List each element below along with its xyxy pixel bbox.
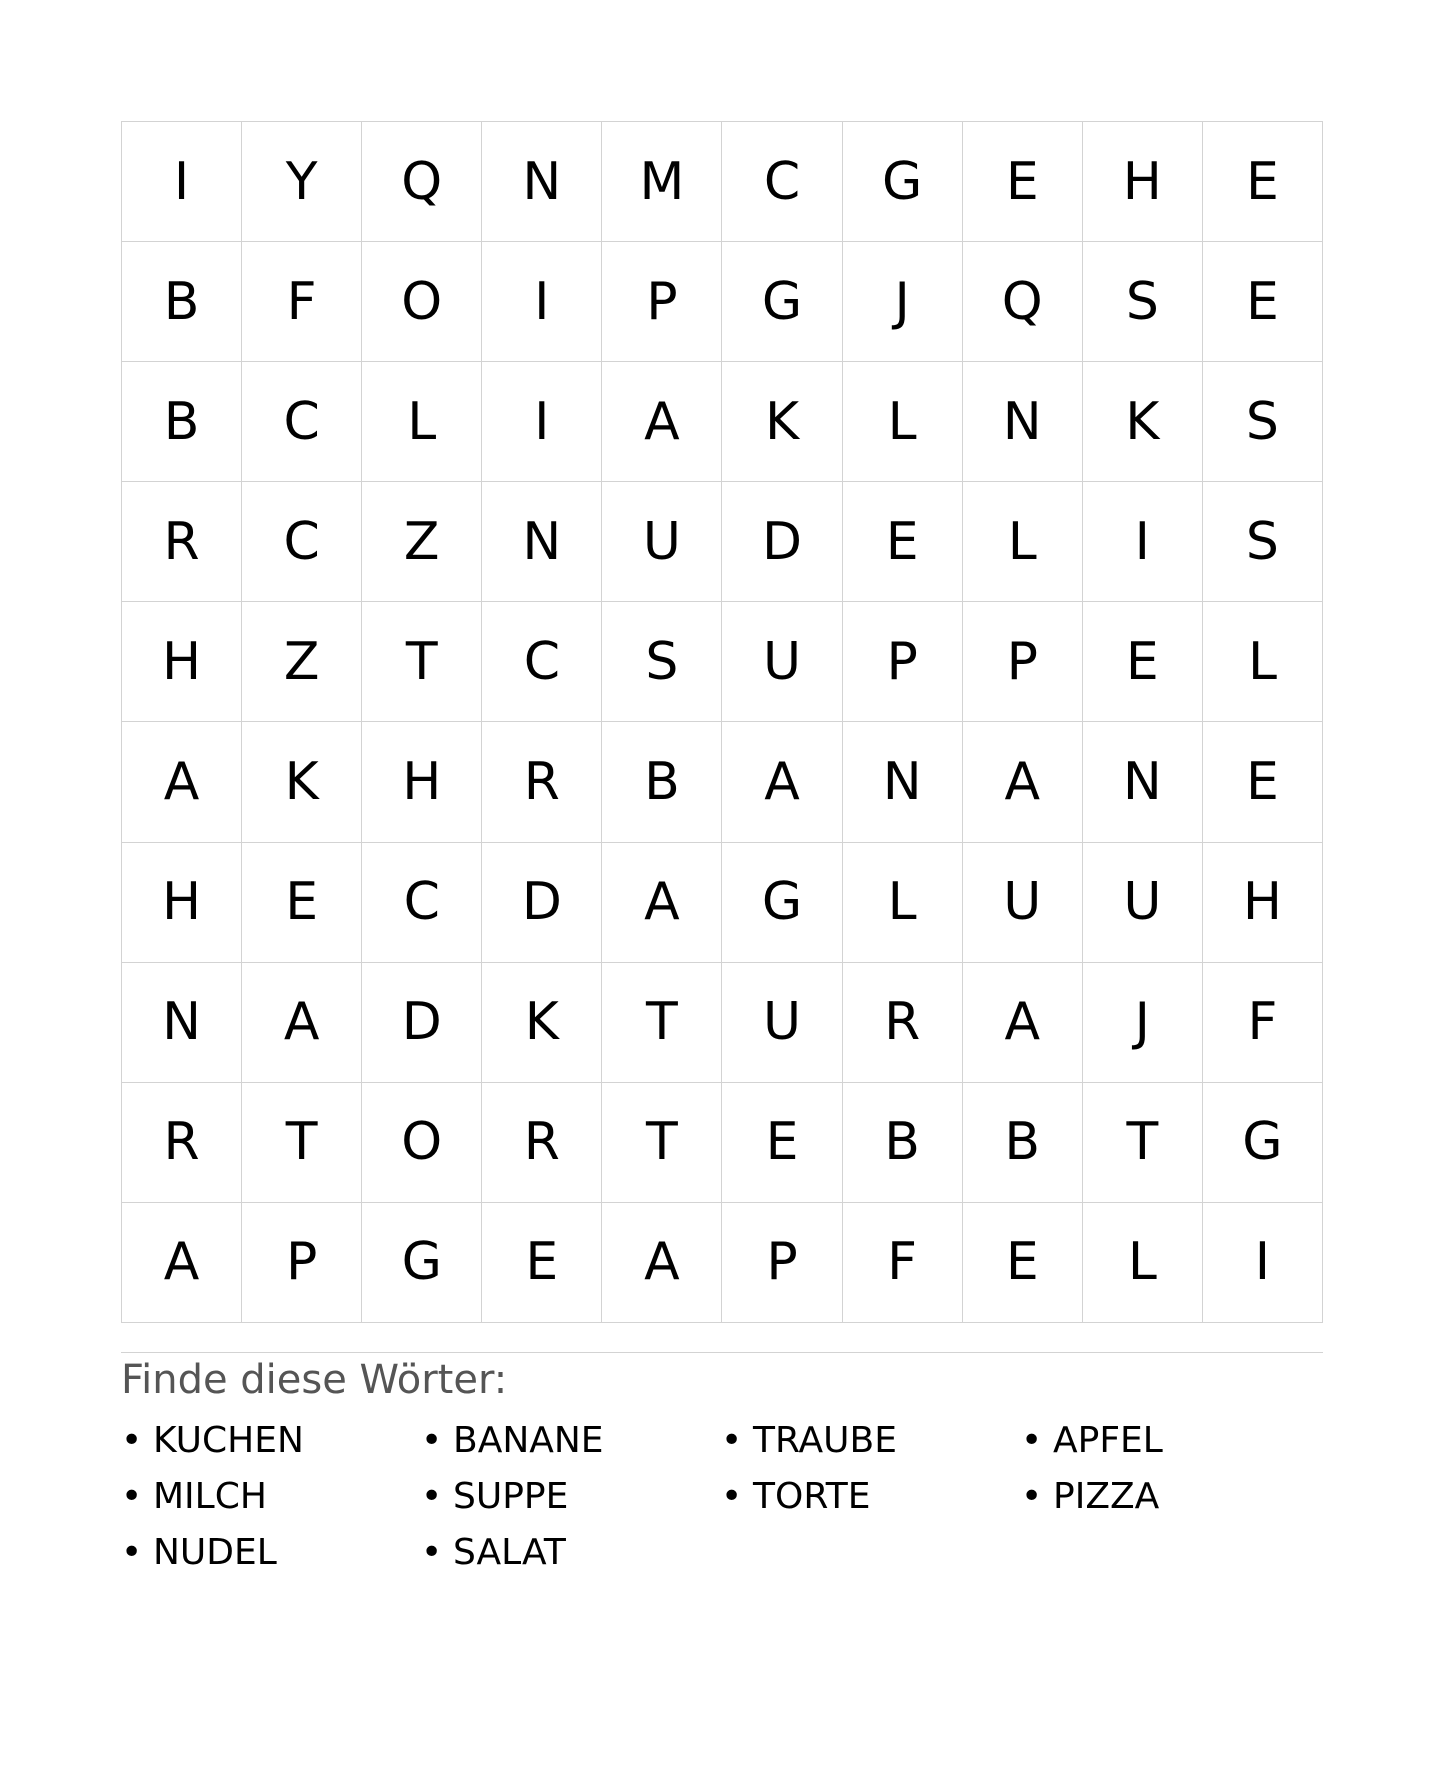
grid-cell[interactable]: S: [1203, 482, 1323, 602]
grid-cell[interactable]: U: [722, 963, 842, 1083]
word-list-item: [421, 1469, 721, 1525]
grid-cell[interactable]: S: [1203, 362, 1323, 482]
grid-cell[interactable]: L: [1083, 1203, 1203, 1323]
grid-cell[interactable]: Z: [362, 482, 482, 602]
grid-cell[interactable]: K: [482, 963, 602, 1083]
grid-cell[interactable]: G: [722, 242, 842, 362]
grid-cell[interactable]: T: [362, 602, 482, 722]
word-label: KUCHEN: [153, 1420, 304, 1461]
grid-cell[interactable]: I: [482, 242, 602, 362]
grid-cell[interactable]: U: [602, 482, 722, 602]
grid-cell[interactable]: G: [362, 1203, 482, 1323]
grid-cell[interactable]: C: [242, 482, 362, 602]
grid-cell[interactable]: G: [843, 122, 963, 242]
bullet-icon: •: [121, 1532, 143, 1573]
grid-cell[interactable]: M: [602, 122, 722, 242]
grid-cell[interactable]: I: [482, 362, 602, 482]
bullet-icon: •: [121, 1476, 143, 1517]
grid-cell[interactable]: A: [963, 722, 1083, 842]
grid-cell[interactable]: Q: [963, 242, 1083, 362]
grid-cell[interactable]: Q: [362, 122, 482, 242]
grid-cell[interactable]: L: [963, 482, 1083, 602]
word-label: PIZZA: [1053, 1476, 1160, 1517]
grid-cell[interactable]: L: [1203, 602, 1323, 722]
grid-cell[interactable]: T: [242, 1083, 362, 1203]
word-label: TORTE: [753, 1476, 871, 1517]
grid-cell[interactable]: L: [843, 843, 963, 963]
grid-cell[interactable]: P: [843, 602, 963, 722]
word-list-item: [1021, 1469, 1321, 1525]
grid-cell[interactable]: O: [362, 242, 482, 362]
grid-cell[interactable]: N: [963, 362, 1083, 482]
grid-cell[interactable]: E: [482, 1203, 602, 1323]
grid-cell[interactable]: N: [122, 963, 242, 1083]
word-label: APFEL: [1053, 1420, 1163, 1461]
grid-cell[interactable]: I: [1083, 482, 1203, 602]
bullet-icon: •: [121, 1420, 143, 1461]
grid-cell[interactable]: U: [963, 843, 1083, 963]
grid-cell[interactable]: C: [482, 602, 602, 722]
grid-cell[interactable]: N: [482, 482, 602, 602]
grid-cell[interactable]: E: [843, 482, 963, 602]
instructions-heading: Finde diese Wörter:: [121, 1357, 508, 1403]
grid-cell[interactable]: S: [602, 602, 722, 722]
word-list-item: [421, 1525, 721, 1581]
grid-cell[interactable]: A: [602, 1203, 722, 1323]
bullet-icon: •: [721, 1420, 743, 1461]
word-label: BANANE: [453, 1420, 604, 1461]
grid-cell[interactable]: E: [963, 122, 1083, 242]
grid-cell[interactable]: E: [1203, 242, 1323, 362]
grid-cell[interactable]: A: [963, 963, 1083, 1083]
grid-cell[interactable]: P: [242, 1203, 362, 1323]
grid-cell[interactable]: J: [843, 242, 963, 362]
grid-cell[interactable]: Z: [242, 602, 362, 722]
grid-cell[interactable]: A: [602, 362, 722, 482]
grid-cell[interactable]: G: [722, 843, 842, 963]
word-label: NUDEL: [153, 1532, 277, 1573]
grid-cell[interactable]: I: [1203, 1203, 1323, 1323]
grid-cell[interactable]: A: [602, 843, 722, 963]
word-list-item: [1021, 1413, 1321, 1469]
grid-cell[interactable]: D: [722, 482, 842, 602]
grid-cell[interactable]: K: [722, 362, 842, 482]
grid-cell[interactable]: Y: [242, 122, 362, 242]
grid-cell[interactable]: C: [362, 843, 482, 963]
grid-cell[interactable]: P: [722, 1203, 842, 1323]
letter-grid: [121, 121, 1323, 1323]
word-list-item: [121, 1525, 421, 1581]
grid-cell[interactable]: R: [482, 722, 602, 842]
grid-cell[interactable]: L: [843, 362, 963, 482]
grid-cell[interactable]: A: [122, 1203, 242, 1323]
grid-cell[interactable]: T: [602, 1083, 722, 1203]
bullet-icon: •: [1021, 1476, 1043, 1517]
word-label: MILCH: [153, 1476, 267, 1517]
grid-cell[interactable]: E: [963, 1203, 1083, 1323]
grid-cell[interactable]: T: [602, 963, 722, 1083]
grid-cell[interactable]: D: [482, 843, 602, 963]
grid-cell[interactable]: R: [122, 1083, 242, 1203]
grid-cell[interactable]: N: [843, 722, 963, 842]
grid-cell[interactable]: K: [242, 722, 362, 842]
grid-cell[interactable]: N: [482, 122, 602, 242]
grid-cell[interactable]: N: [1083, 722, 1203, 842]
grid-cell[interactable]: E: [1203, 722, 1323, 842]
grid-cell[interactable]: H: [1203, 843, 1323, 963]
word-list-item: [721, 1469, 1021, 1525]
word-list: [121, 1413, 1323, 1581]
grid-cell[interactable]: A: [722, 722, 842, 842]
grid-cell[interactable]: H: [122, 843, 242, 963]
word-list-item: [121, 1413, 421, 1469]
grid-cell[interactable]: C: [722, 122, 842, 242]
grid-cell[interactable]: F: [242, 242, 362, 362]
grid-cell[interactable]: I: [122, 122, 242, 242]
grid-cell[interactable]: H: [362, 722, 482, 842]
word-list-item: [421, 1413, 721, 1469]
grid-cell[interactable]: K: [1083, 362, 1203, 482]
grid-cell[interactable]: B: [122, 362, 242, 482]
word-list-item: [721, 1413, 1021, 1469]
word-label: TRAUBE: [753, 1420, 897, 1461]
grid-cell[interactable]: F: [1203, 963, 1323, 1083]
grid-cell[interactable]: G: [1203, 1083, 1323, 1203]
word-list-item: [121, 1469, 421, 1525]
bullet-icon: •: [421, 1476, 443, 1517]
word-label: SALAT: [453, 1532, 566, 1573]
grid-cell[interactable]: T: [1083, 1083, 1203, 1203]
grid-cell[interactable]: E: [242, 843, 362, 963]
bullet-icon: •: [421, 1532, 443, 1573]
grid-cell[interactable]: E: [722, 1083, 842, 1203]
grid-cell[interactable]: H: [122, 602, 242, 722]
bullet-icon: •: [1021, 1420, 1043, 1461]
grid-cell[interactable]: E: [1203, 122, 1323, 242]
grid-cell[interactable]: A: [122, 722, 242, 842]
grid-cell[interactable]: D: [362, 963, 482, 1083]
grid-cell[interactable]: P: [602, 242, 722, 362]
bullet-icon: •: [421, 1420, 443, 1461]
grid-cell[interactable]: U: [1083, 843, 1203, 963]
grid-cell[interactable]: U: [722, 602, 842, 722]
grid-cell[interactable]: B: [602, 722, 722, 842]
grid-cell[interactable]: B: [843, 1083, 963, 1203]
grid-cell[interactable]: L: [362, 362, 482, 482]
grid-cell[interactable]: A: [242, 963, 362, 1083]
grid-cell[interactable]: H: [1083, 122, 1203, 242]
grid-cell[interactable]: R: [843, 963, 963, 1083]
word-label: SUPPE: [453, 1476, 569, 1517]
grid-cell[interactable]: J: [1083, 963, 1203, 1083]
grid-cell[interactable]: B: [122, 242, 242, 362]
grid-cell[interactable]: R: [122, 482, 242, 602]
grid-cell[interactable]: B: [963, 1083, 1083, 1203]
divider: [121, 1352, 1323, 1353]
grid-cell[interactable]: R: [482, 1083, 602, 1203]
grid-cell[interactable]: O: [362, 1083, 482, 1203]
grid-cell[interactable]: F: [843, 1203, 963, 1323]
grid-cell[interactable]: P: [963, 602, 1083, 722]
grid-cell[interactable]: E: [1083, 602, 1203, 722]
bullet-icon: •: [721, 1476, 743, 1517]
grid-cell[interactable]: C: [242, 362, 362, 482]
grid-cell[interactable]: S: [1083, 242, 1203, 362]
